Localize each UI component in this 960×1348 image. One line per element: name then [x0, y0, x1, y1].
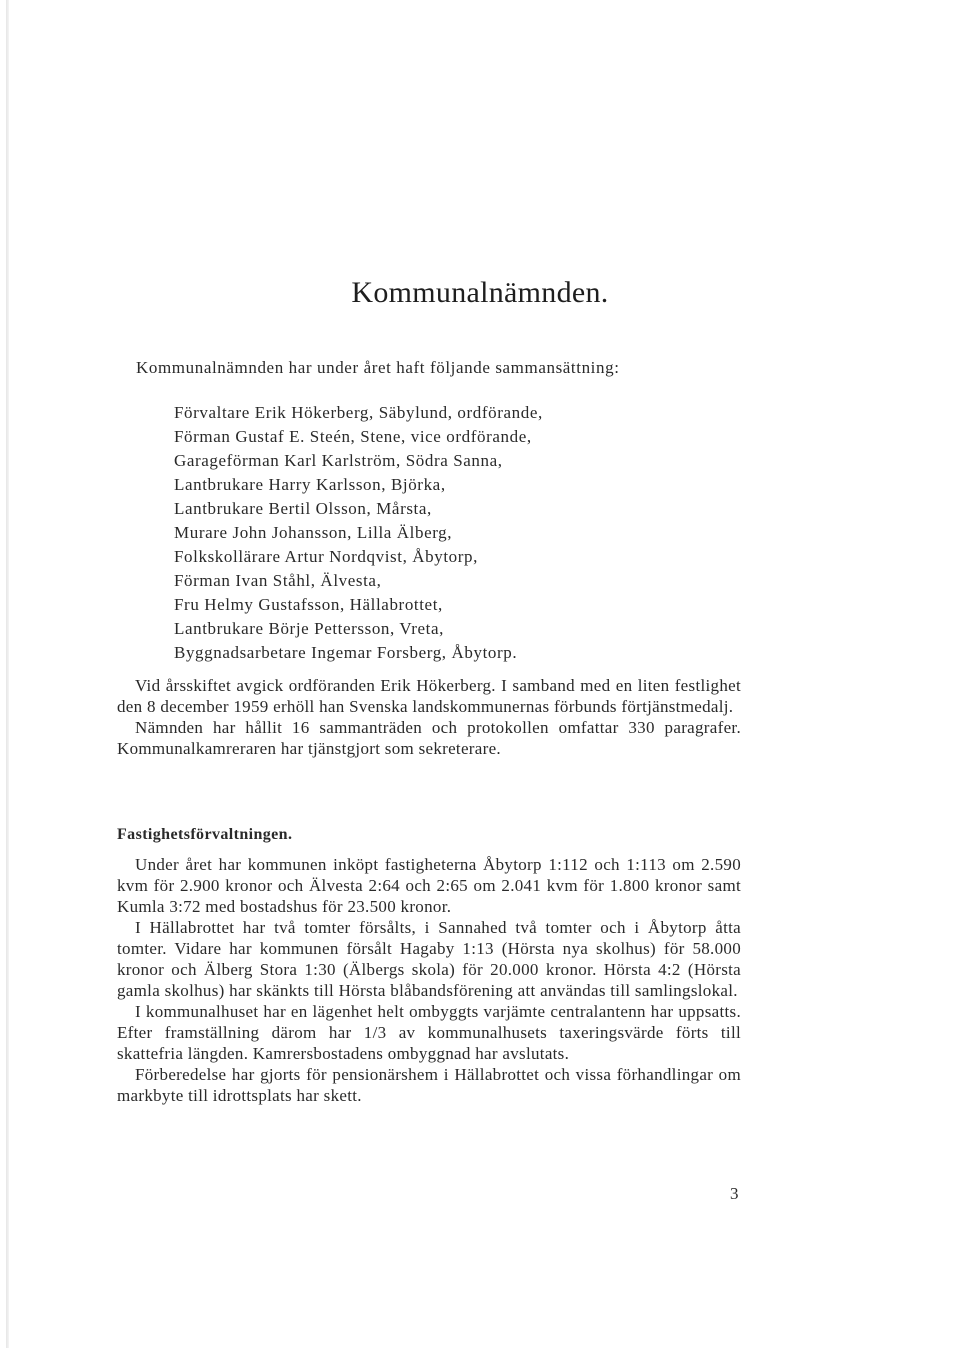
intro-text: Kommunalnämnden har under året haft följande sammansättning: [136, 358, 620, 377]
member-list [174, 401, 774, 665]
paragraph: I kommunalhuset har en lägenhet helt ombyggts varjämte centralantenn har uppsatts. Efter framställning därom har 1/3 av kommunalhusets taxeringsvärde förts till skattefria längden. Kamrersbostadens ombyggnad har avslutats. [117, 1002, 741, 1063]
section-body [117, 854, 741, 1106]
member-item: Lantbrukare Bertil Olsson, Mårsta, [174, 499, 432, 518]
member-item: Garageförman Karl Karlström, Södra Sanna, [174, 451, 503, 470]
page-number: 3 [730, 1184, 739, 1203]
member-item: Lantbrukare Harry Karlsson, Björka, [174, 475, 446, 494]
paragraph: Nämnden har hållit 16 sammanträden och protokollen omfattar 330 paragrafer. Kommunalkamreraren har tjänstgjort som sekreterare. [117, 718, 741, 758]
paragraph: Förberedelse har gjorts för pensionärshem i Hällabrottet och vissa förhandlingar om markbyte till idrottsplats har skett. [117, 1065, 741, 1105]
member-item: Förman Gustaf E. Steén, Stene, vice ordförande, [174, 427, 532, 446]
member-item: Murare John Johansson, Lilla Älberg, [174, 523, 453, 542]
section-heading: Fastighetsförvaltningen. [117, 826, 293, 843]
paragraph: I Hällabrottet har två tomter försålts, i Sannahed två tomter och i Åbytorp åtta tomter. Vidare har kommunen försålt Hagaby 1:13 (Hörsta nya skolhus) för 58.000 kronor och Älberg Stora 1:30 (Älbergs skola) för 20.000 kronor. Hörsta 4:2 (Hörsta gamla skolhus) har skänkts till Hörsta blåbandsförening att användas till samlingslokal. [117, 918, 741, 1000]
member-item: Byggnadsarbetare Ingemar Forsberg, Åbytorp. [174, 643, 518, 662]
paragraph: Vid årsskiftet avgick ordföranden Erik Hökerberg. I samband med en liten festlighet den 8 december 1959 erhöll han Svenska landskommunernas förbunds förtjänstmedalj. [117, 676, 741, 716]
committee-notes [117, 675, 741, 759]
paragraph: Under året har kommunen inköpt fastigheterna Åbytorp 1:112 och 1:113 om 2.590 kvm för 2.900 kronor och Älvesta 2:64 och 2:65 om 2.041 kvm för 1.800 kronor samt Kumla 3:72 med bostadshus för 23.500 kronor. [117, 855, 741, 916]
member-item: Fru Helmy Gustafsson, Hällabrottet, [174, 595, 443, 614]
member-item: Förvaltare Erik Hökerberg, Säbylund, ordförande, [174, 403, 543, 422]
page-title: Kommunalnämnden. [351, 276, 609, 309]
member-item: Folkskollärare Artur Nordqvist, Åbytorp, [174, 547, 478, 566]
member-item: Förman Ivan Ståhl, Älvesta, [174, 571, 382, 590]
member-item: Lantbrukare Börje Pettersson, Vreta, [174, 619, 444, 638]
scan-edge [6, 0, 9, 1348]
